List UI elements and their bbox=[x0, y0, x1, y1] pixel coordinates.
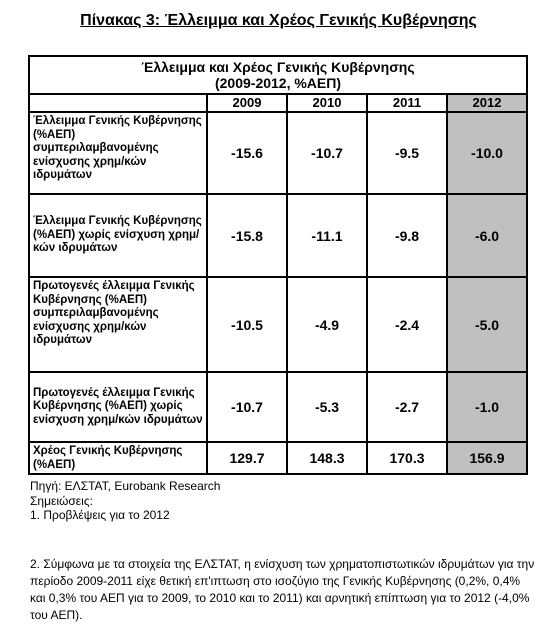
row-label bbox=[29, 442, 207, 474]
table-cell: -9.5 bbox=[367, 112, 447, 194]
notes-heading: Σημειώσεις: bbox=[30, 493, 93, 508]
year-header-2011: 2011 bbox=[367, 94, 447, 112]
row-label-text: Πρωτογενές έλλειμμα Γενικής Κυβέρνησης (%ΑΕΠ) χωρίς ενίσχυση χρημ/κών ιδρυμάτων bbox=[33, 386, 203, 426]
page-title: Πίνακας 3: Έλλειμμα και Χρέος Γενικής Κυβέρνησης bbox=[80, 12, 477, 29]
row-label bbox=[29, 112, 207, 194]
table-cell: -4.9 bbox=[287, 277, 367, 372]
row-label-text: Πρωτογενές έλλειμμα Γενικής Κυβέρνησης (%ΑΕΠ) συμπεριλαμβανομένης ενίσχυσης χρημ/κών ιδρυμάτων bbox=[33, 280, 195, 346]
table-cell: 129.7 bbox=[207, 442, 287, 474]
source-and-notes bbox=[30, 479, 230, 523]
deficit-debt-table-wrapper bbox=[28, 55, 526, 475]
table-header-line2: (2009-2012, %ΑΕΠ) bbox=[214, 75, 342, 91]
row-label-text: Έλλειμμα Γενικής Κυβέρνησης (%ΑΕΠ) συμπεριλαμβανομένης ενίσχυσης χρημ/κών ιδρυμάτων bbox=[33, 115, 202, 181]
table-cell: -15.8 bbox=[207, 194, 287, 277]
table-cell: -10.5 bbox=[207, 277, 287, 372]
table-row bbox=[29, 372, 527, 442]
note-2: 2. Σύμφωνα με τα στοιχεία της ΕΛΣΤΑΤ, η ενίσχυση των χρηματοπιστωτικών ιδρυμάτων για την περίοδο 2009-2011 είχε θετική επ'ιπτωση στο ισοζύγιο της Γενικής Κυβέρνησης (0,2%, 0,4% και 0,3% του ΑΕΠ για το 2009, το 2010 και το 2011) και αρνητική επίπτωση για το 2012 (-4,0% του ΑΕΠ). bbox=[30, 557, 535, 622]
source-text: Πηγή: ΕΛΣΤΑΤ, Eurobank Research bbox=[30, 479, 221, 493]
table-cell: -11.1 bbox=[287, 194, 367, 277]
row-label bbox=[29, 372, 207, 442]
table-cell: -6.0 bbox=[447, 194, 527, 277]
table-cell: -10.0 bbox=[447, 112, 527, 194]
year-header-2009: 2009 bbox=[207, 94, 287, 112]
table-cell: -5.0 bbox=[447, 277, 527, 372]
table-header bbox=[29, 56, 527, 94]
table-cell: -2.4 bbox=[367, 277, 447, 372]
table-cell: -10.7 bbox=[287, 112, 367, 194]
row-label bbox=[29, 194, 207, 277]
table-row bbox=[29, 442, 527, 474]
table-cell: -1.0 bbox=[447, 372, 527, 442]
table-row bbox=[29, 277, 527, 372]
year-header-2012: 2012 bbox=[447, 94, 527, 112]
table-row bbox=[29, 112, 527, 194]
table-row bbox=[29, 194, 527, 277]
table-cell: -5.3 bbox=[287, 372, 367, 442]
table-cell: -10.7 bbox=[207, 372, 287, 442]
table-cell: 148.3 bbox=[287, 442, 367, 474]
row-label-text: Έλλειμμα Γενικής Κυβέρνησης (%ΑΕΠ) χωρίς ενίσχυση χρημ/κών ιδρυμάτων bbox=[33, 215, 202, 255]
year-header-2010: 2010 bbox=[287, 94, 367, 112]
year-header-empty-cell bbox=[29, 94, 207, 112]
row-label bbox=[29, 277, 207, 372]
deficit-debt-table bbox=[28, 55, 528, 475]
table-header-line1: Έλλειμμα και Χρέος Γενικής Κυβέρνησης bbox=[141, 59, 415, 75]
table-cell: 156.9 bbox=[447, 442, 527, 474]
year-header-row bbox=[29, 94, 527, 112]
table-cell: -15.6 bbox=[207, 112, 287, 194]
table-cell: -9.8 bbox=[367, 194, 447, 277]
table-cell: 170.3 bbox=[367, 442, 447, 474]
note-1: 1. Προβλέψεις για το 2012 bbox=[30, 508, 170, 522]
row-label-text: Χρέος Γενικής Κυβέρνησης (%ΑΕΠ) bbox=[33, 445, 183, 471]
table-header-row bbox=[29, 56, 527, 94]
table-cell: -2.7 bbox=[367, 372, 447, 442]
